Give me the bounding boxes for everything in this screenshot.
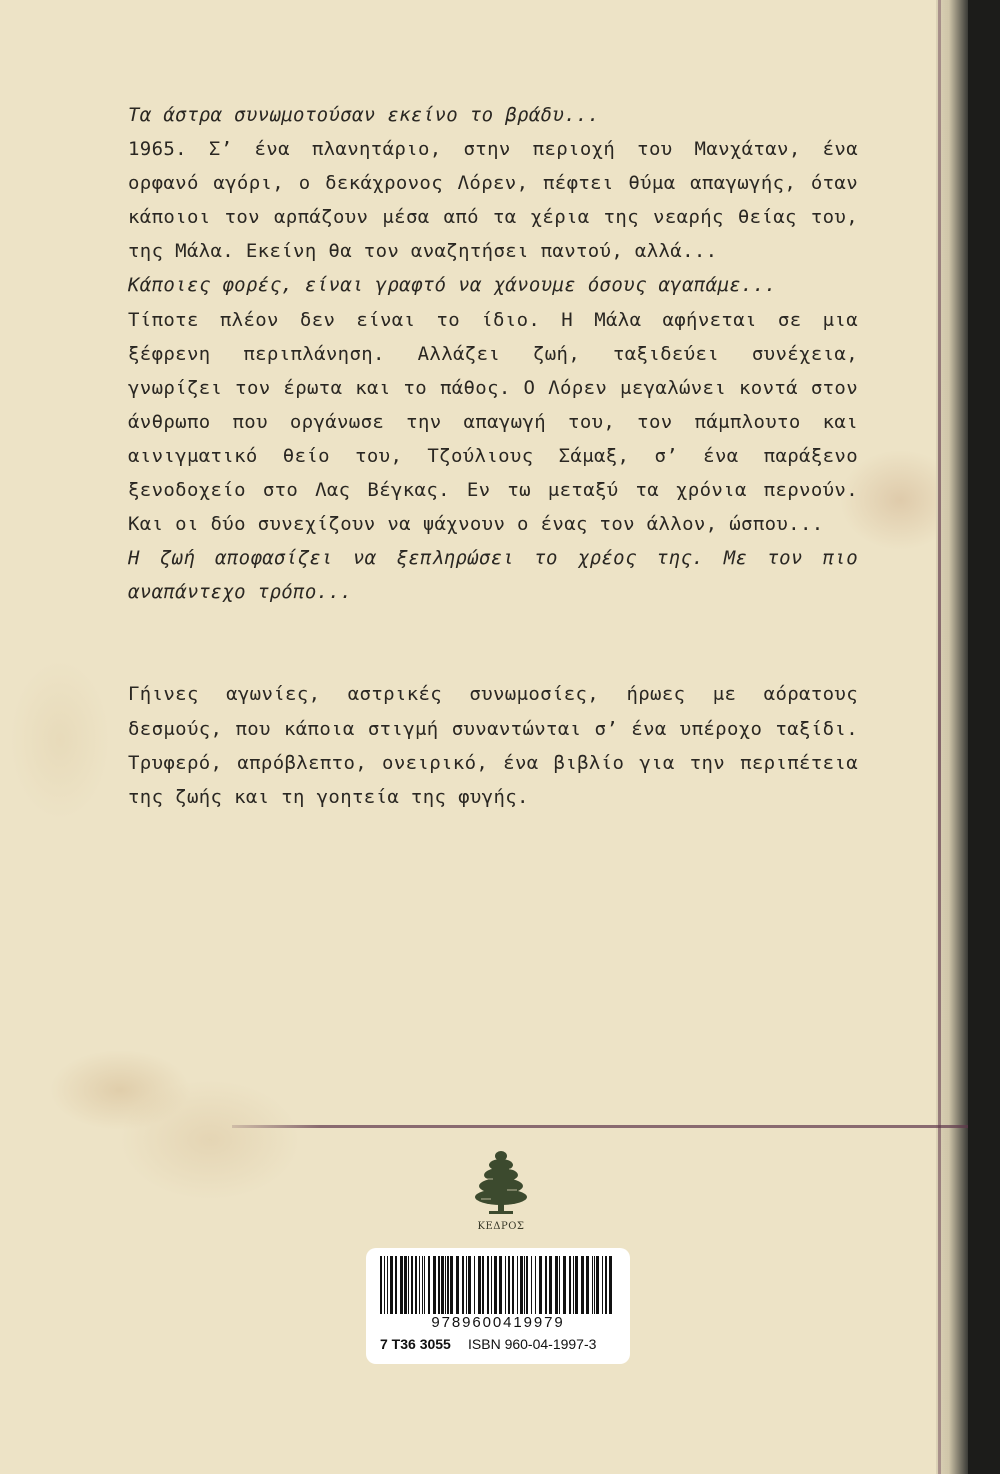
barcode-bar: [438, 1256, 440, 1314]
barcode-bar: [468, 1256, 471, 1314]
barcode-bar: [575, 1256, 578, 1314]
barcode-bar: [462, 1256, 464, 1314]
barcode-bar: [408, 1256, 409, 1314]
barcode-internal-code: 7 T36 3055: [380, 1336, 451, 1352]
barcode-bar: [415, 1256, 417, 1314]
barcode-bars: [380, 1256, 616, 1314]
barcode-bar: [596, 1256, 599, 1314]
barcode-bar: [411, 1256, 413, 1314]
vertical-rule-line: [938, 0, 941, 1474]
barcode-bar: [586, 1256, 589, 1314]
barcode-bar: [491, 1256, 492, 1314]
paragraph-gap: [128, 609, 858, 677]
barcode-bar: [569, 1256, 571, 1314]
barcode-bar: [508, 1256, 510, 1314]
barcode-bar: [400, 1256, 403, 1314]
barcode-bar: [605, 1256, 607, 1314]
barcode-bar: [602, 1256, 603, 1314]
barcode-bar: [512, 1256, 514, 1314]
barcode-bar: [456, 1256, 459, 1314]
barcode-digits: 9789600419979: [431, 1314, 565, 1331]
barcode-bar: [424, 1256, 425, 1314]
horizontal-rule-line: [232, 1125, 968, 1128]
publisher-name: ΚΕΔΡΟΣ: [477, 1221, 525, 1232]
barcode-bar: [545, 1256, 547, 1314]
barcode-bar: [549, 1256, 552, 1314]
barcode-bar: [539, 1256, 542, 1314]
barcode-bar: [384, 1256, 385, 1314]
barcode-label: [366, 1248, 630, 1364]
barcode-bar: [380, 1256, 382, 1314]
barcode-bar: [478, 1256, 481, 1314]
blurb-italic-line: Κάποιες φορές, είναι γραφτό να χάνουμε όσους αγαπάμε...: [128, 274, 777, 297]
barcode-bar: [555, 1256, 558, 1314]
barcode-bar: [524, 1256, 525, 1314]
barcode-bar: [404, 1256, 407, 1314]
barcode-bar: [609, 1256, 612, 1314]
barcode-bar: [559, 1256, 560, 1314]
barcode-bar: [450, 1256, 453, 1314]
barcode-bar: [441, 1256, 444, 1314]
barcode-bar: [517, 1256, 518, 1314]
barcode-bar: [594, 1256, 595, 1314]
barcode-bar: [487, 1256, 489, 1314]
barcode-bar: [390, 1256, 393, 1314]
barcode-bar: [428, 1256, 430, 1314]
barcode-bar: [482, 1256, 484, 1314]
blurb-paragraph: 1965. Σ’ ένα πλανητάριο, στην περιοχή του Μανχάταν, ένα ορφανό αγόρι, ο δεκάχρονος Λόρεν, πέφτει θύμα απαγωγής, όταν κάποιοι τον αρπάζουν μέσα από τα χέρια της νεαρής θείας του, της Μάλα. Εκείνη θα τον αναζητήσει παντού, αλλά...: [128, 138, 858, 263]
barcode-bar: [494, 1256, 497, 1314]
barcode-bar: [520, 1256, 523, 1314]
barcode-bar: [387, 1256, 388, 1314]
barcode-bar: [592, 1256, 593, 1314]
barcode-bar: [466, 1256, 467, 1314]
barcode-bar: [433, 1256, 436, 1314]
isbn-text: ISBN 960-04-1997-3: [468, 1336, 597, 1352]
barcode-bar: [526, 1256, 528, 1314]
barcode-bar: [395, 1256, 397, 1314]
blurb-text: [128, 98, 858, 814]
barcode-bar: [419, 1256, 420, 1314]
blurb-summary: Γήινες αγωνίες, αστρικές συνωμοσίες, ήρωες με αόρατους δεσμούς, που κάποια στιγμή συναντώνται σ’ ένα υπέροχο ταξίδι. Τρυφερό, απρόβλεπτο, ονειρικό, ένα βιβλίο για την περιπέτεια της ζωής και τη γοητεία της φυγής.: [128, 683, 858, 808]
barcode-bar: [445, 1256, 446, 1314]
barcode-bar: [581, 1256, 584, 1314]
barcode-bar: [499, 1256, 502, 1314]
barcode-bar: [535, 1256, 536, 1314]
cedar-tree-icon: [471, 1148, 531, 1216]
barcode-bar: [474, 1256, 475, 1314]
barcode-bar: [505, 1256, 506, 1314]
barcode-bar: [422, 1256, 423, 1314]
barcode-bar: [447, 1256, 449, 1314]
barcode-bar: [563, 1256, 566, 1314]
barcode-bar: [531, 1256, 532, 1314]
blurb-opening-line: Τα άστρα συνωμοτούσαν εκείνο το βράδυ...: [128, 104, 600, 126]
blurb-italic-line: Η ζωή αποφασίζει να ξεπληρώσει το χρέος της. Με τον πιο αναπάντεχο τρόπο...: [128, 547, 858, 604]
publisher-logo: [466, 1148, 536, 1232]
barcode-bar: [573, 1256, 574, 1314]
blurb-paragraph: Τίποτε πλέον δεν είναι το ίδιο. Η Μάλα αφήνεται σε μια ξέφρενη περιπλάνηση. Αλλάζει ζωή, ταξιδεύει συνέχεια, γνωρίζει τον έρωτα και το πάθος. Ο Λόρεν μεγαλώνει κοντά στον άνθρωπο που οργάνωσε την απαγωγή του, τον πάμπλουτο και αινιγματικό θείο του, Τζούλιους Σάμαξ, σ’ ένα παράξενο ξενοδοχείο στο Λας Βέγκας. Εν τω μεταξύ τα χρόνια περνούν. Και οι δύο συνεχίζουν να ψάχνουν ο ένας τον άλλον, ώσπου...: [128, 308, 858, 536]
